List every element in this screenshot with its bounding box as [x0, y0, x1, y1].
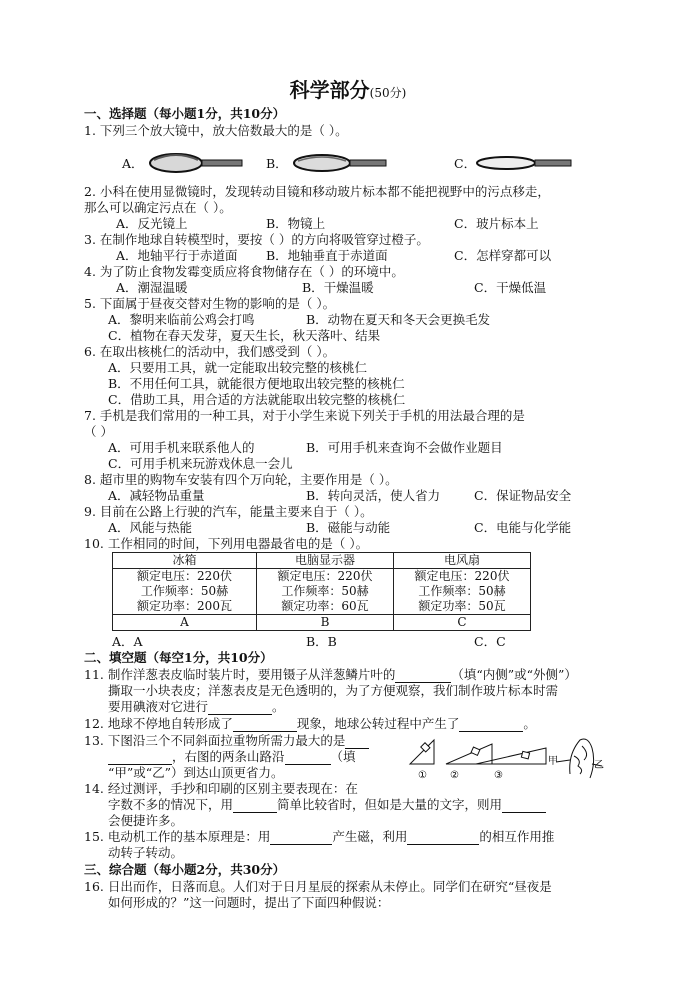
magnifier-a-image	[146, 150, 246, 176]
table-label: A	[113, 615, 257, 631]
q1-option-c: C．	[454, 156, 477, 171]
question-8: 8. 超市里的购物车安装有四个万向轮，主要作用是（ ）。	[84, 472, 398, 487]
question-11-line1: 11. 制作洋葱表皮临时装片时，要用镊子从洋葱鳞片叶的 （填“内侧”或“外侧”）	[84, 667, 577, 682]
q10-option-c: C．C	[474, 634, 506, 649]
q8-option-c: C．保证物品安全	[474, 488, 572, 503]
q5-option-c: C．植物在春天发芽，夏天生长，秋天落叶、结果	[108, 328, 381, 343]
question-3: 3. 在制作地球自转模型时，要按（ ）的方向将吸管穿过橙子。	[84, 232, 429, 247]
title-score: (50分)	[369, 86, 407, 100]
q7-option-a: A．可用手机来联系他人的	[108, 440, 255, 455]
table-cell: 额定电压：220伏	[394, 569, 531, 585]
q7-option-b: B．可用手机来查询不会做作业题目	[306, 440, 503, 455]
question-16-line2: 如何形成的？”这一问题时，提出了下面四种假说：	[108, 895, 390, 910]
table-row	[113, 599, 531, 615]
question-11-line2: 撕取一小块表皮；洋葱表皮是无色透明的，为了方便观察，我们制作玻片标本时需	[108, 683, 559, 698]
q3-option-a: A．地轴平行于赤道面	[116, 248, 238, 263]
question-13-line1: 13. 下图沿三个不同斜面拉重物所需力最大的是	[84, 733, 369, 749]
table-label: C	[394, 615, 531, 631]
question-7-line2: （ ）	[84, 424, 113, 439]
question-15-line2: 动转子转动。	[108, 845, 184, 860]
table-label: B	[257, 615, 394, 631]
question-14-line1: 14. 经过测评，手抄和印刷的区别主要表现在：在	[84, 781, 358, 796]
question-1: 1. 下列三个放大镜中，放大倍数最大的是（ ）。	[84, 123, 348, 138]
question-16-line1: 16. 日出而作，日落而息。人们对于日月星辰的探索从未停止。同学们在研究“昼夜是	[84, 879, 552, 894]
question-2-line1: 2. 小科在使用显微镜时，发现转动目镜和移动玻片标本都不能把视野中的污点移走，	[84, 184, 550, 199]
section-fill-heading: 二、填空题（每空1分，共10分）	[84, 650, 273, 665]
q10-option-a: A．A	[112, 634, 143, 649]
incline-label-3: ③	[494, 770, 503, 781]
q5-option-b: B．动物在夏天和冬天会更换毛发	[306, 312, 491, 327]
magnifier-c-image	[474, 150, 574, 176]
table-header: 电脑显示器	[257, 553, 394, 569]
q3-option-c: C．怎样穿都可以	[454, 248, 552, 263]
q9-option-c: C．电能与化学能	[474, 520, 572, 535]
q3-option-b: B．地轴垂直于赤道面	[266, 248, 388, 263]
table-row	[113, 584, 531, 599]
table-cell: 额定电压：220伏	[257, 569, 394, 585]
table-cell: 额定功率：50瓦	[394, 599, 531, 615]
section-choice-heading: 一、选择题（每小题1分，共10分）	[84, 106, 286, 121]
q8-option-b: B．转向灵活，使人省力	[306, 488, 441, 503]
question-11-line3: 要用碘液对它进行 。	[108, 699, 285, 714]
path-label-jia: 甲	[548, 756, 558, 767]
q6-option-c: C．借助工具，用合适的方法就能取出较完整的核桃仁	[108, 392, 406, 407]
q1-option-b: B．	[266, 156, 288, 171]
q7-option-c: C．可用手机来玩游戏休息一会儿	[108, 456, 293, 471]
incline-label-2: ②	[450, 770, 459, 781]
table-cell: 工作频率：50赫	[394, 584, 531, 599]
table-header: 电风扇	[394, 553, 531, 569]
question-13-line3: “甲”或“乙”）到达山顶更省力。	[108, 765, 284, 780]
table-cell: 额定电压：220伏	[113, 569, 257, 585]
q8-option-a: A．减轻物品重量	[108, 488, 205, 503]
table-cell: 工作频率：50赫	[257, 584, 394, 599]
table-cell: 额定功率：200瓦	[113, 599, 257, 615]
incline-label-1: ①	[418, 770, 427, 781]
question-7-line1: 7. 手机是我们常用的一种工具，对于小学生来说下列关于手机的用法最合理的是	[84, 408, 525, 423]
magnifier-b-image	[290, 150, 390, 176]
q2-option-a: A．反光镜上	[116, 216, 188, 231]
question-14-line2: 字数不多的情况下，用 简单比较省时，但如是大量的文字，则用	[108, 797, 546, 813]
q2-option-c: C．玻片标本上	[454, 216, 539, 231]
question-4: 4. 为了防止食物发霉变质应将食物储存在（ ）的环境中。	[84, 264, 404, 279]
q2-option-b: B．物镜上	[266, 216, 326, 231]
table-row	[113, 569, 531, 585]
q9-option-a: A．风能与热能	[108, 520, 193, 535]
q10-option-b: B．B	[306, 634, 337, 649]
q4-option-c: C．干燥低温	[474, 280, 547, 295]
table-header: 冰箱	[113, 553, 257, 569]
table-cell: 工作频率：50赫	[113, 584, 257, 599]
path-label-yi: 乙	[594, 760, 604, 771]
question-2-line2: 那么可以确定污点在（ ）。	[84, 200, 232, 215]
section-comprehensive-heading: 三、综合题（每小题2分，共30分）	[84, 862, 286, 877]
table-label-row	[113, 615, 531, 631]
q1-option-a: A．	[122, 156, 144, 171]
q4-option-a: A．潮湿温暖	[116, 280, 188, 295]
question-15-line1: 15. 电动机工作的基本原理是：用 产生磁，利用 的相互作用推	[84, 829, 555, 844]
q6-option-a: A．只要用工具，就一定能取出较完整的核桃仁	[108, 360, 368, 375]
incline-mountain-figure	[406, 734, 606, 782]
page-title: 科学部分(50分)	[289, 78, 407, 102]
question-13-line2: ，右图的两条山路沿 （填	[108, 749, 356, 765]
q9-option-b: B．磁能与动能	[306, 520, 391, 535]
question-6: 6. 在取出核桃仁的活动中，我们感受到（ ）。	[84, 344, 336, 359]
question-14-line3: 会便捷许多。	[108, 813, 184, 828]
question-12: 12. 地球不停地自转形成了 现象，地球公转过程中产生了 。	[84, 716, 536, 731]
appliance-table	[112, 552, 531, 631]
table-header-row	[113, 553, 531, 569]
q5-option-a: A．黎明来临前公鸡会打鸣	[108, 312, 255, 327]
q6-option-b: B．不用任何工具，就能很方便地取出较完整的核桃仁	[108, 376, 405, 391]
question-5: 5. 下面属于昼夜交替对生物的影响的是（ ）。	[84, 296, 336, 311]
table-cell: 额定功率：60瓦	[257, 599, 394, 615]
q4-option-b: B．干燥温暖	[302, 280, 374, 295]
question-9: 9. 目前在公路上行驶的汽车，能量主要来自于（ ）。	[84, 504, 373, 519]
question-10: 10. 工作相同的时间，下列用电器最省电的是（ ）。	[84, 536, 369, 551]
